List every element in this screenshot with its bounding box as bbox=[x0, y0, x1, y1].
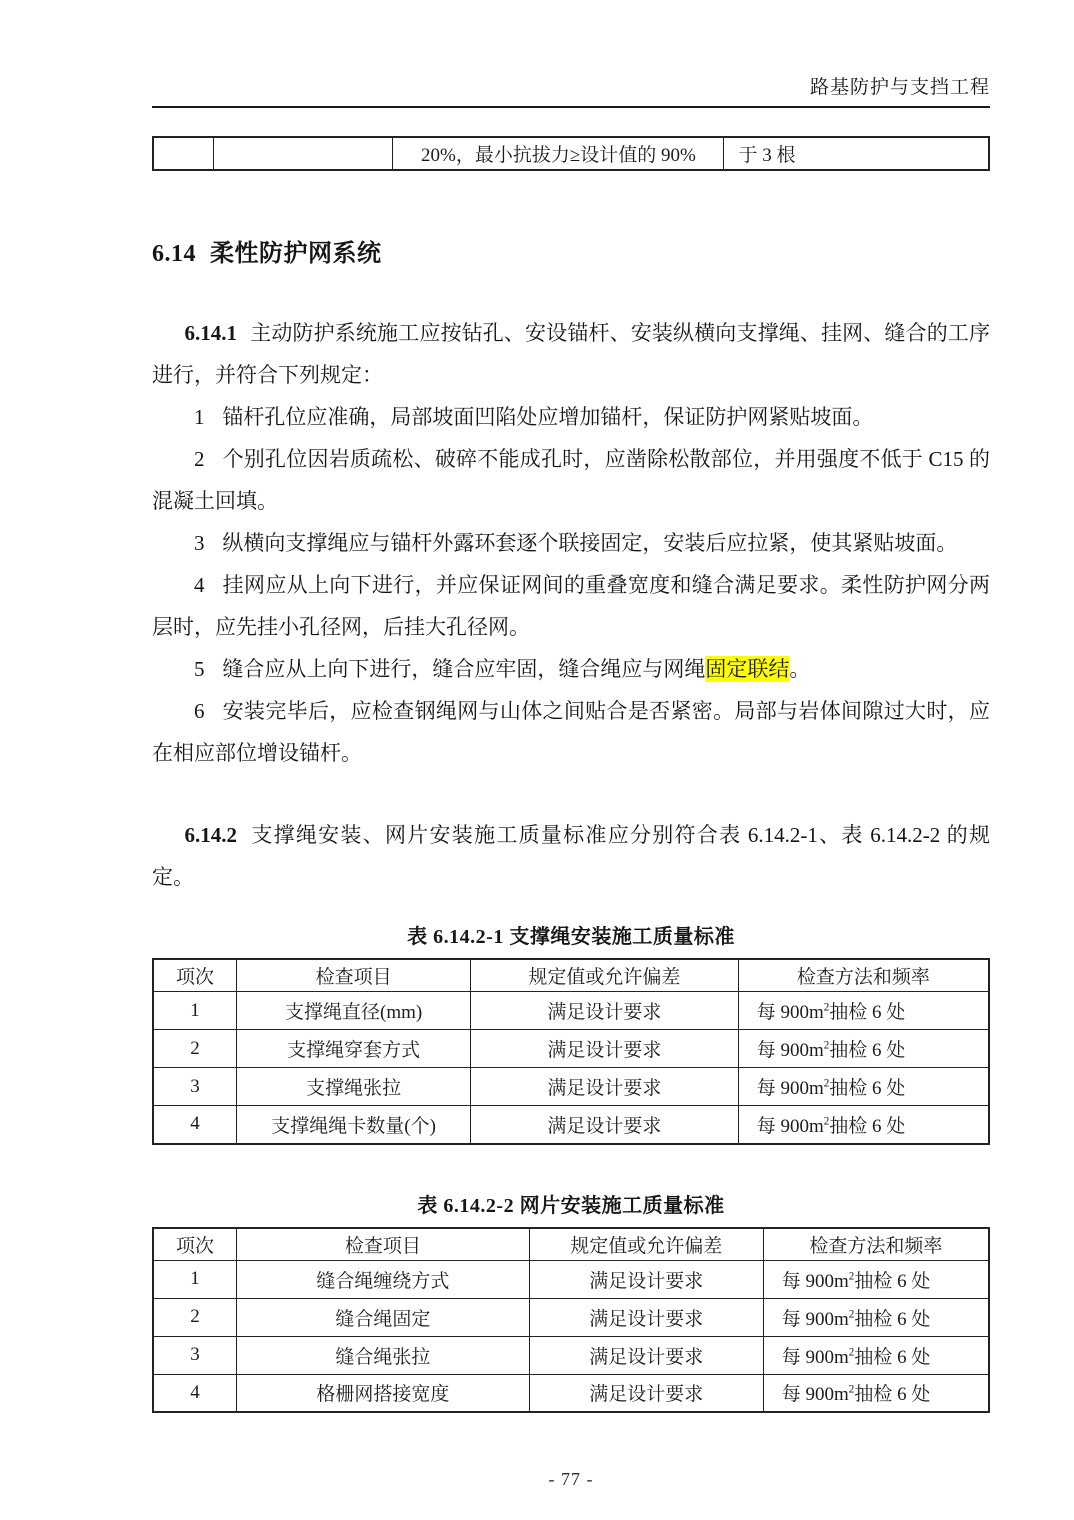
cell-method bbox=[763, 1260, 989, 1298]
cell-seq: 3 bbox=[153, 1336, 237, 1374]
cell-seq: 4 bbox=[153, 1374, 237, 1412]
cell-method bbox=[738, 1030, 989, 1068]
item-number: 4 bbox=[194, 573, 205, 597]
section-heading bbox=[152, 233, 990, 268]
item-number: 1 bbox=[194, 405, 205, 429]
table-header-row bbox=[153, 959, 989, 992]
table-support-rope-quality bbox=[152, 958, 990, 1145]
column-header-method: 检查方法和频率 bbox=[763, 1228, 989, 1261]
item-text: 锚杆孔位应准确，局部坡面凹陷处应增加锚杆，保证防护网紧贴坡面。 bbox=[222, 405, 874, 429]
cell-item: 格栅网搭接宽度 bbox=[237, 1374, 530, 1412]
clause-text: 支撑绳安装、网片安装施工质量标准应分别符合表 6.14.2-1、表 6.14.2-2 的规定。 bbox=[152, 823, 990, 889]
clause-item-6 bbox=[152, 690, 990, 774]
item-text: 纵横向支撑绳应与锚杆外露环套逐个联接固定，安装后应拉紧，使其紧贴坡面。 bbox=[222, 531, 958, 555]
method-text: 抽检 6 处 bbox=[854, 1384, 931, 1406]
column-header-spec: 规定值或允许偏差 bbox=[471, 959, 739, 992]
cell-seq: 2 bbox=[153, 1298, 237, 1336]
cell-seq: 1 bbox=[153, 992, 237, 1030]
superscript-2: 2 bbox=[823, 1001, 830, 1014]
cell-spec: 满足设计要求 bbox=[529, 1260, 763, 1298]
method-text: 每 900m bbox=[756, 1040, 824, 1061]
cell-spec: 满足设计要求 bbox=[529, 1336, 763, 1374]
column-header-seq: 项次 bbox=[153, 959, 237, 992]
page-number: - 77 - bbox=[548, 1469, 594, 1489]
cell-seq: 1 bbox=[153, 1260, 237, 1298]
method-text: 每 900m bbox=[781, 1308, 849, 1330]
method-text: 抽检 6 处 bbox=[854, 1346, 931, 1368]
cell-method bbox=[763, 1336, 989, 1374]
cell-method bbox=[738, 1068, 989, 1106]
item-text: 挂网应从上向下进行，并应保证网间的重叠宽度和缝合满足要求。柔性防护网分两层时，应先挂小孔径网，后挂大孔径网。 bbox=[152, 573, 990, 639]
header-rule bbox=[152, 106, 990, 108]
table-header-row bbox=[153, 1228, 989, 1261]
cell-item: 支撑绳绳卡数量(个) bbox=[237, 1106, 471, 1144]
table-row bbox=[153, 1374, 989, 1412]
cell-spec: 满足设计要求 bbox=[471, 992, 739, 1030]
cell-spec: 满足设计要求 bbox=[529, 1374, 763, 1412]
carryover-table bbox=[152, 136, 990, 171]
cell-method bbox=[763, 1374, 989, 1412]
table1-title: 表 6.14.2-1 支撑绳安装施工质量标准 bbox=[407, 926, 735, 948]
section-number: 6.14 bbox=[152, 241, 196, 267]
table-row bbox=[153, 1030, 989, 1068]
table-row bbox=[153, 1336, 989, 1374]
superscript-2: 2 bbox=[823, 1039, 830, 1052]
column-header-method: 检查方法和频率 bbox=[738, 959, 989, 992]
method-text: 每 900m bbox=[756, 1115, 824, 1137]
cell-spec: 满足设计要求 bbox=[471, 1068, 739, 1106]
cell-method bbox=[738, 992, 989, 1030]
table-row bbox=[153, 1106, 989, 1144]
clause-number: 6.14.1 bbox=[184, 321, 238, 345]
column-header-item: 检查项目 bbox=[237, 1228, 530, 1261]
table-mesh-quality bbox=[152, 1227, 990, 1414]
cell-spec: 满足设计要求 bbox=[471, 1030, 739, 1068]
cell-seq: 4 bbox=[153, 1106, 237, 1144]
column-header-spec: 规定值或允许偏差 bbox=[529, 1228, 763, 1261]
cell-item: 缝合绳固定 bbox=[237, 1298, 530, 1336]
cell-item: 支撑绳直径(mm) bbox=[237, 992, 471, 1030]
method-text: 抽检 6 处 bbox=[854, 1308, 931, 1330]
highlighted-text: 固定联结 bbox=[705, 657, 790, 681]
table-row bbox=[153, 1298, 989, 1336]
cell-spec: 满足设计要求 bbox=[529, 1298, 763, 1336]
cell-item: 支撑绳穿套方式 bbox=[237, 1030, 471, 1068]
running-header-title: 路基防护与支挡工程 bbox=[809, 77, 990, 98]
carryover-cell-seq bbox=[153, 137, 213, 170]
section-title: 柔性防护网系统 bbox=[210, 241, 382, 267]
method-text: 每 900m bbox=[781, 1346, 849, 1368]
table-row bbox=[153, 1260, 989, 1298]
method-text: 抽检 6 处 bbox=[829, 1115, 906, 1137]
clause-item-5 bbox=[152, 648, 990, 690]
method-text: 抽检 6 处 bbox=[829, 1040, 906, 1061]
carryover-cell-spec: 20%，最小抗拔力≥设计值的 90% bbox=[393, 137, 724, 170]
item-number: 3 bbox=[194, 531, 205, 555]
clause-intro-text: 主动防护系统施工应按钻孔、安设锚杆、安装纵横向支撑绳、挂网、缝合的工序进行，并符合下列规定： bbox=[152, 321, 990, 387]
cell-seq: 3 bbox=[153, 1068, 237, 1106]
method-text: 抽检 6 处 bbox=[854, 1270, 931, 1292]
superscript-2: 2 bbox=[823, 1115, 830, 1128]
carryover-cell-item bbox=[213, 137, 393, 170]
item-text: 缝合应从上向下进行，缝合应牢固，缝合绳应与网绳 bbox=[222, 657, 706, 681]
column-header-seq: 项次 bbox=[153, 1228, 237, 1261]
item-text: 个别孔位因岩质疏松、破碎不能成孔时，应凿除松散部位，并用强度不低于 C15 的混凝土回填。 bbox=[152, 447, 990, 513]
carryover-cell-method: 于 3 根 bbox=[724, 137, 989, 170]
item-number: 6 bbox=[194, 699, 205, 723]
method-text: 每 900m bbox=[781, 1384, 849, 1406]
superscript-2: 2 bbox=[848, 1308, 855, 1321]
cell-spec: 满足设计要求 bbox=[471, 1106, 739, 1144]
superscript-2: 2 bbox=[848, 1383, 855, 1396]
cell-seq: 2 bbox=[153, 1030, 237, 1068]
column-header-item: 检查项目 bbox=[237, 959, 471, 992]
clause-item-4 bbox=[152, 564, 990, 648]
table-row bbox=[153, 137, 989, 170]
item-text-after-highlight: 。 bbox=[789, 657, 811, 681]
clause-6-14-2 bbox=[152, 814, 990, 898]
running-header bbox=[152, 0, 990, 99]
clause-item-3 bbox=[152, 522, 990, 564]
cell-item: 支撑绳张拉 bbox=[237, 1068, 471, 1106]
clause-item-1 bbox=[152, 396, 990, 438]
method-text: 抽检 6 处 bbox=[829, 1078, 906, 1099]
superscript-2: 2 bbox=[848, 1270, 855, 1283]
method-text: 每 900m bbox=[756, 1002, 824, 1023]
item-number: 2 bbox=[194, 447, 205, 471]
method-text: 抽检 6 处 bbox=[829, 1002, 906, 1023]
item-text: 安装完毕后，应检查钢绳网与山体之间贴合是否紧密。局部与岩体间隙过大时，应在相应部位增设锚杆。 bbox=[152, 699, 990, 765]
superscript-2: 2 bbox=[823, 1077, 830, 1090]
cell-item: 缝合绳张拉 bbox=[237, 1336, 530, 1374]
table2-title: 表 6.14.2-2 网片安装施工质量标准 bbox=[417, 1194, 725, 1217]
cell-method bbox=[738, 1106, 989, 1144]
cell-method bbox=[763, 1298, 989, 1336]
clause-item-2 bbox=[152, 438, 990, 522]
superscript-2: 2 bbox=[848, 1346, 855, 1359]
item-number: 5 bbox=[194, 657, 205, 681]
method-text: 每 900m bbox=[781, 1270, 849, 1292]
cell-item: 缝合绳缠绕方式 bbox=[237, 1260, 530, 1298]
clause-number: 6.14.2 bbox=[184, 823, 238, 847]
clause-6-14-1-intro bbox=[152, 312, 990, 396]
method-text: 每 900m bbox=[756, 1078, 824, 1099]
table-row bbox=[153, 1068, 989, 1106]
table-row bbox=[153, 992, 989, 1030]
